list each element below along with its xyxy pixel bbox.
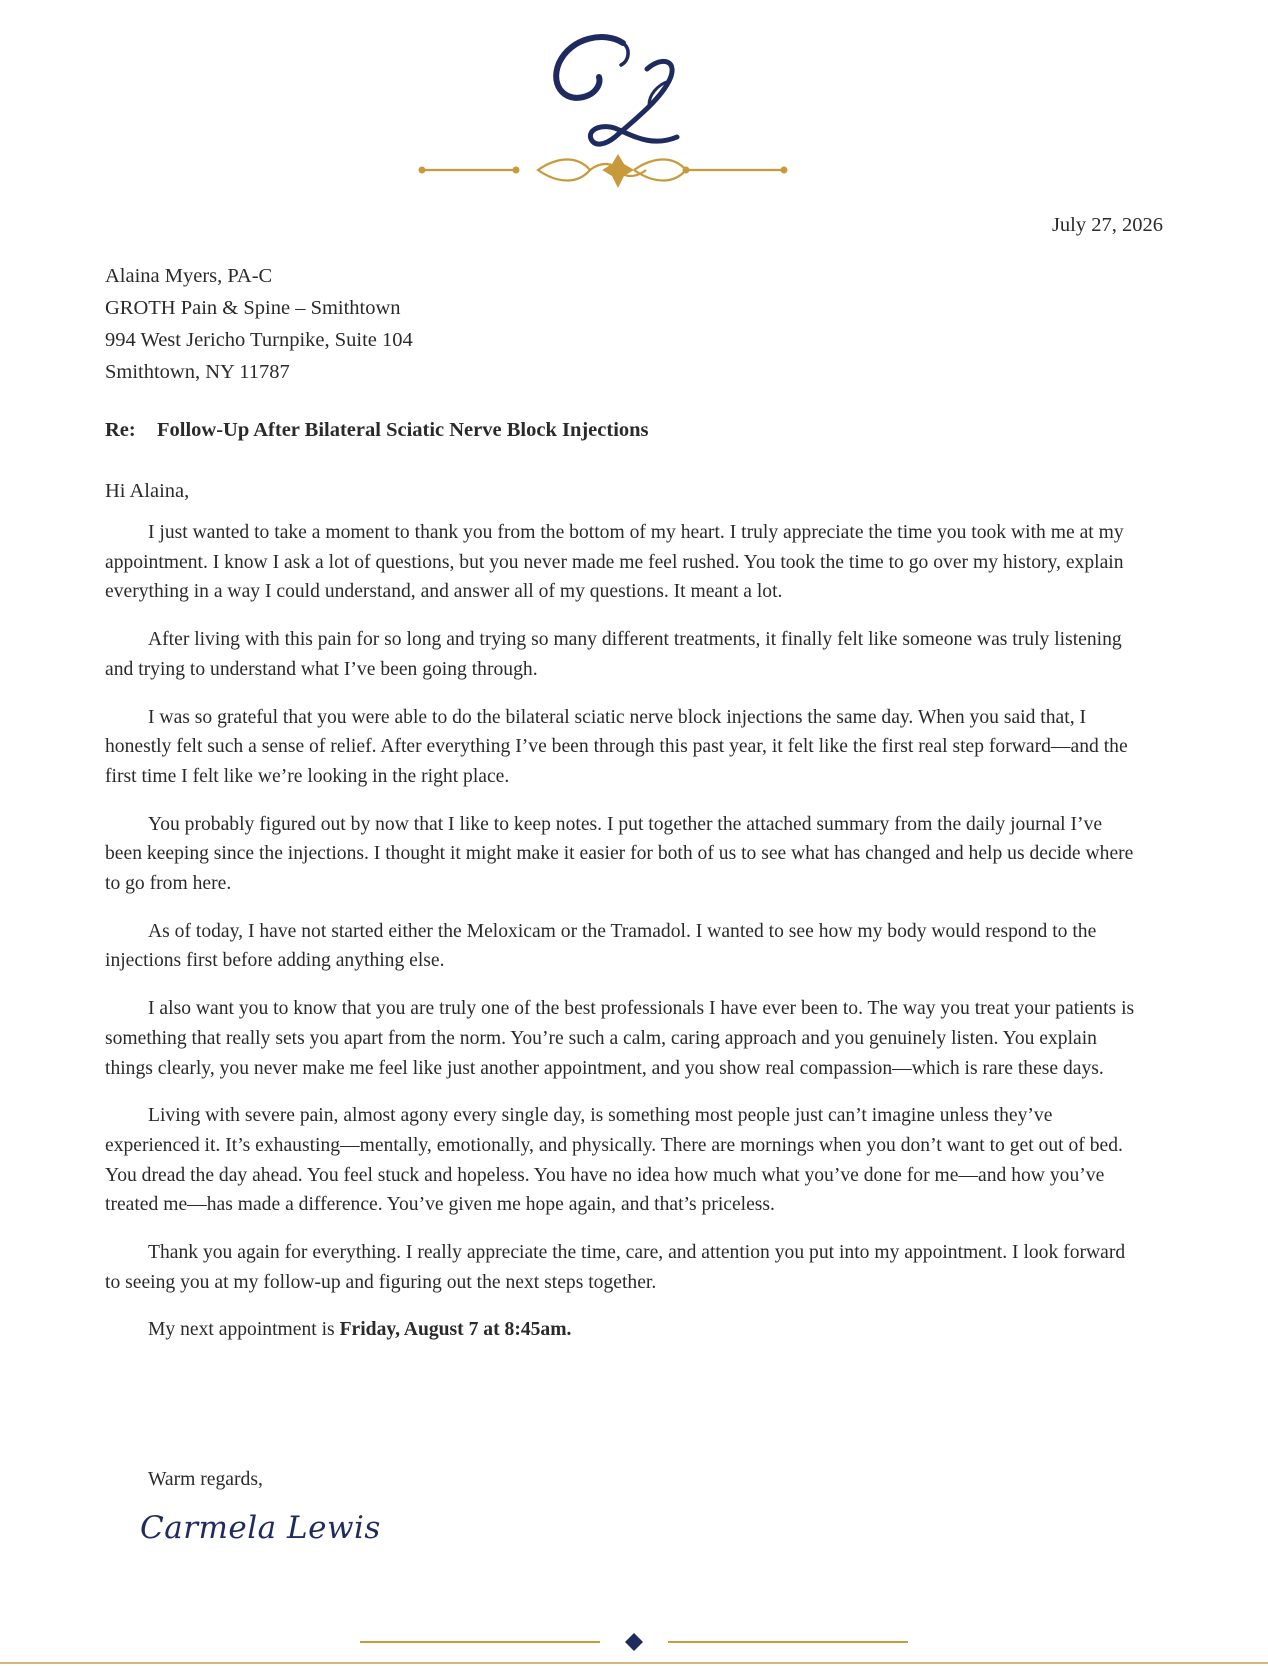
body-paragraph: After living with this pain for so long and trying so many different treatments, it finally felt like someone was truly listening and trying to understand what I’ve been going through. xyxy=(105,629,1122,680)
signature: Carmela Lewis xyxy=(140,1510,381,1546)
subject-label: Re: xyxy=(105,419,136,441)
body-paragraph: Living with severe pain, almost agony every single day, is something most people just can’t imagine unless they’ve experienced it. It’s exhausting—mentally, emotionally, and physically. There are mornings when you don’t want to get out of bed. You dread the day ahead. You feel stuck and hopeless. You have no idea how much what you’ve done for me—and how you’ve treated me—has made a difference. You’ve given me hope again, and that’s priceless. xyxy=(105,1105,1123,1216)
cl-monogram-logo xyxy=(545,25,705,160)
footer-divider xyxy=(360,1632,908,1652)
body-paragraph: Thank you again for everything. I really appreciate the time, care, and attention you put into my appointment. I look forward to seeing you at my follow-up and figuring out the next steps together. xyxy=(105,1242,1126,1293)
appointment-paragraph xyxy=(105,1315,1135,1345)
body-paragraph: You probably figured out by now that I like to keep notes. I put together the attached summary from the daily journal I’ve been keeping since the injections. I thought it might make it easier for both of us to see what has changed and help us decide where to go from here. xyxy=(105,813,1134,895)
subject-line xyxy=(105,419,649,442)
recipient-city: Smithtown, NY 11787 xyxy=(105,361,290,383)
body-paragraph: I just wanted to take a moment to thank you from the bottom of my heart. I truly appreciate the time you took with me at my appointment. I know I ask a lot of questions, but you never made me feel rushed. You took the time to go over my history, explain everything in a way I could understand, and answer all of my questions. It meant a lot. xyxy=(105,522,1124,603)
gold-flourish-divider xyxy=(418,152,850,202)
recipient-name: Alaina Myers, PA-C xyxy=(105,265,273,287)
closing: Warm regards, xyxy=(148,1469,263,1490)
bottom-border xyxy=(0,1662,1268,1664)
recipient-address xyxy=(105,260,413,388)
letter-body xyxy=(105,518,1135,1363)
body-paragraph: I was so grateful that you were able to do the bilateral sciatic nerve block injections the same day. When you said that, I honestly felt such a sense of relief. After everything I’ve been through this past year, it felt like the first real step forward—and the first time I felt like we’re looking in the right place. xyxy=(105,706,1128,787)
subject-text: Follow-Up After Bilateral Sciatic Nerve Block Injections xyxy=(157,419,649,441)
recipient-street: 994 West Jericho Turnpike, Suite 104 xyxy=(105,329,413,351)
recipient-practice: GROTH Pain & Spine – Smithtown xyxy=(105,297,401,319)
appointment-prefix: My next appointment is xyxy=(148,1319,340,1341)
salutation: Hi Alaina, xyxy=(105,480,190,502)
body-paragraph: As of today, I have not started either the Meloxicam or the Tramadol. I wanted to see how my body would respond to the injections first before adding anything else. xyxy=(105,920,1097,972)
body-paragraph: I also want you to know that you are truly one of the best professionals I have ever been to. The way you treat your patients is something that really sets you apart from the norm. You’re such a calm, caring approach and you genuinely listen. You explain things clearly, you never make me feel like just another appointment, and you show real compassion—which is rare these days. xyxy=(105,998,1135,1079)
letter-date: July 27, 2026 xyxy=(1051,214,1163,236)
appointment-datetime: Friday, August 7 at 8:45am. xyxy=(339,1319,572,1341)
